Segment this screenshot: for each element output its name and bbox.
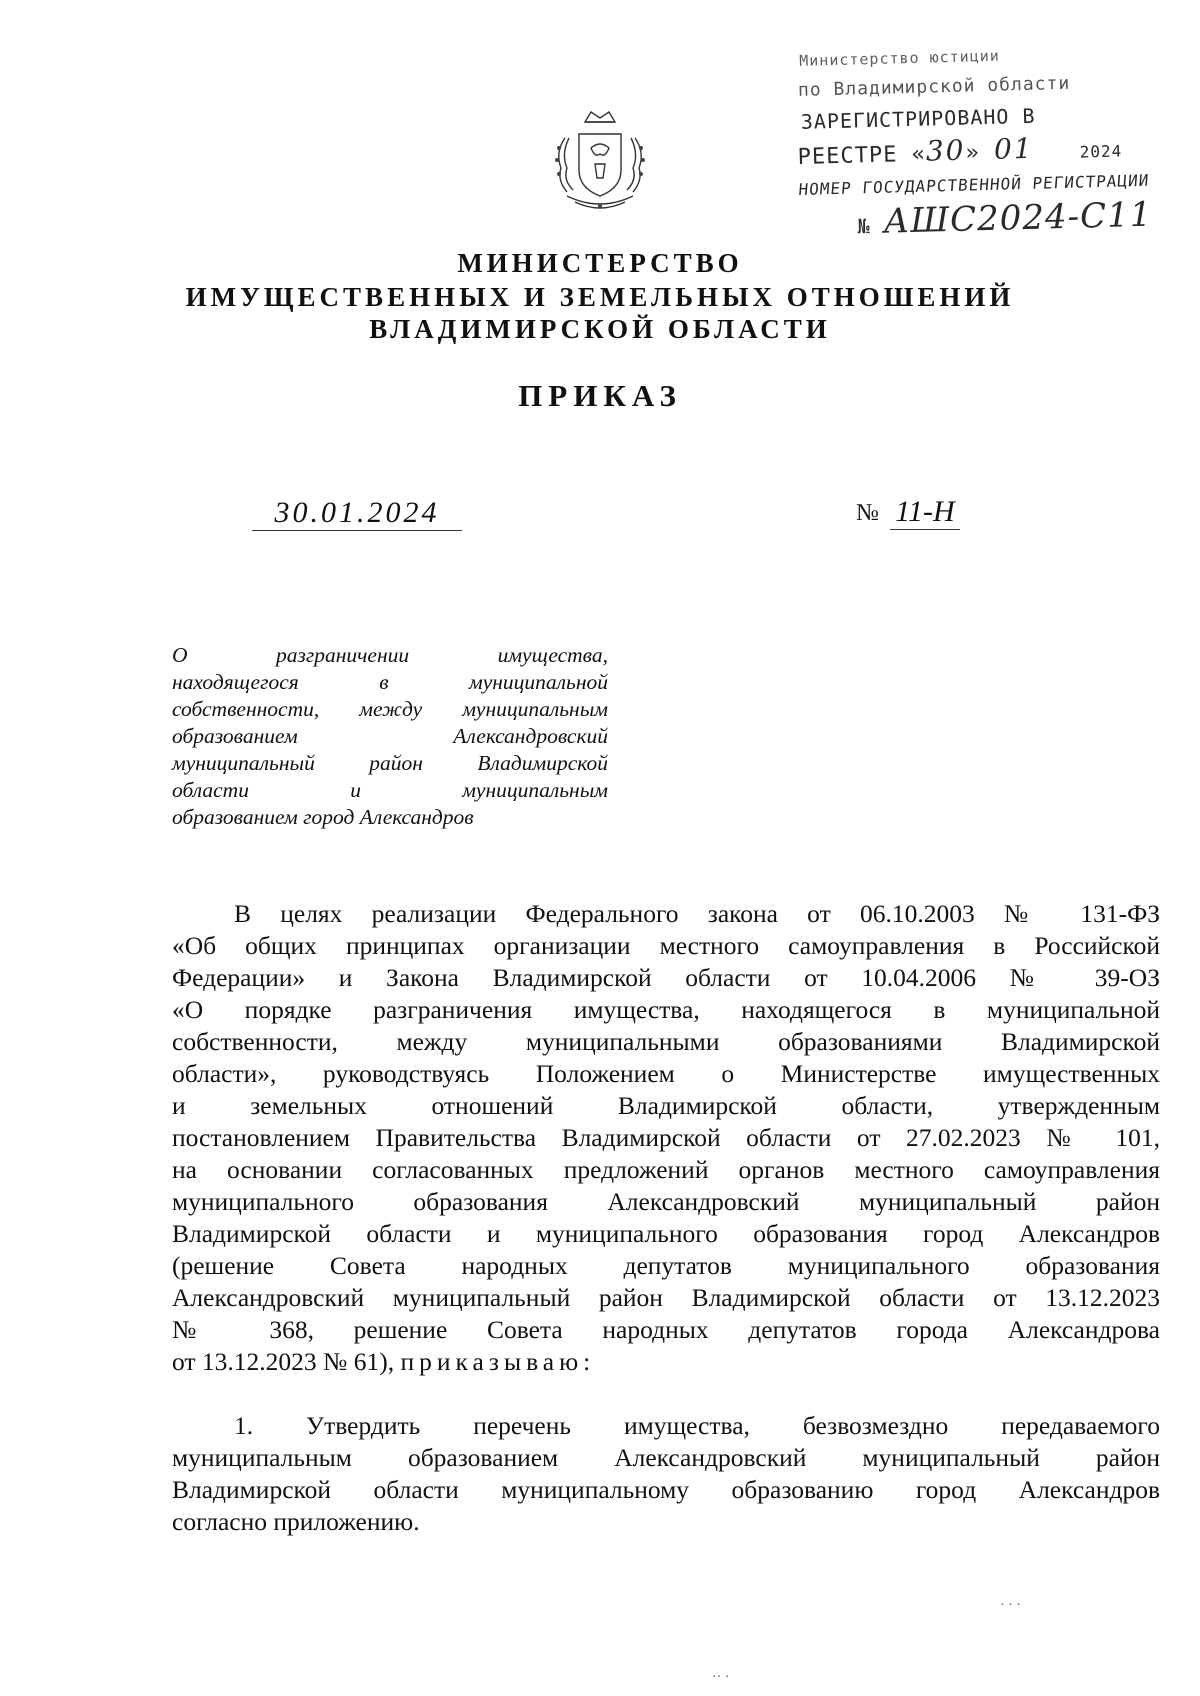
- paragraph-line: Владимирской области муниципальному образованию город Александров: [172, 1475, 1160, 1504]
- order-number-label: №: [856, 500, 879, 526]
- stamp-line-region: по Владимирской области: [797, 72, 1071, 101]
- paragraph-last-line: согласно приложению.: [172, 1507, 420, 1536]
- paragraph-line: Владимирской области и муниципального образования город Александров: [172, 1219, 1160, 1248]
- paragraph-line: В целях реализации Федерального закона от 06.10.2003 № 131-ФЗ: [234, 899, 1160, 928]
- stamp-line-number: [857, 195, 1153, 243]
- stamp-registry-year: 2024: [1079, 141, 1123, 162]
- subject-line: находящегося в муниципальной: [172, 670, 608, 694]
- stamp-line-ministry: Министерство юстиции: [798, 46, 1001, 70]
- order-operative-word: приказываю:: [400, 1347, 596, 1376]
- stamp-registry-prefix: РЕЕСТРЕ «: [797, 141, 927, 170]
- preamble-paragraph: [172, 898, 1160, 1378]
- paragraph-line: муниципальным образованием Александровский муниципальный район: [172, 1443, 1160, 1472]
- stamp-registry-sep: »: [965, 139, 995, 166]
- subject-line: образованием город Александров: [172, 805, 474, 829]
- paragraph-line: № 368, решение Совета народных депутатов города Александрова: [172, 1315, 1160, 1344]
- registration-stamp: [795, 43, 1153, 242]
- stamp-line-number-label: НОМЕР ГОСУДАРСТВЕННОЙ РЕГИСТРАЦИИ: [797, 170, 1151, 199]
- order-date: 30.01.2024: [252, 496, 462, 531]
- paragraph-line: на основании согласованных предложений органов местного самоуправления: [172, 1155, 1160, 1184]
- subject-line: муниципальный район Владимирской: [172, 751, 608, 775]
- scan-speck: · · ·: [1000, 1598, 1021, 1613]
- paragraph-line: Федерации» и Закона Владимирской области от 10.04.2006 № 39-ОЗ: [172, 963, 1160, 992]
- paragraph-last-text: от 13.12.2023 № 61),: [172, 1347, 401, 1376]
- document-type-title: ПРИКАЗ: [518, 378, 682, 413]
- subject-line: собственности, между муниципальным: [172, 697, 608, 721]
- subject-line: О разграничении имущества,: [172, 643, 608, 667]
- paragraph-line: «Об общих принципах организации местного самоуправления в Российской: [172, 931, 1160, 960]
- paragraph-line: постановлением Правительства Владимирской области от 27.02.2023 № 101,: [172, 1123, 1160, 1152]
- paragraph-last-line: [172, 1346, 1160, 1378]
- coat-of-arms-emblem: [545, 108, 655, 216]
- stamp-registry-month: 01: [993, 131, 1035, 166]
- ministry-title-line1: МИНИСТЕРСТВО: [457, 248, 743, 278]
- subject-line: области и муниципальным: [172, 778, 608, 802]
- order-number: 11-Н: [890, 495, 960, 530]
- paragraph-line: и земельных отношений Владимирской области, утвержденным: [172, 1091, 1160, 1120]
- stamp-registry-day: 30: [925, 133, 966, 168]
- paragraph-line: «О порядке разграничения имущества, находящегося в муниципальной: [172, 995, 1160, 1024]
- paragraph-line: области», руководствуясь Положением о Министерстве имущественных: [172, 1059, 1160, 1088]
- paragraph-line: (решение Совета народных депутатов муниципального образования: [172, 1251, 1160, 1280]
- stamp-number-value: АШС2024-С11: [883, 194, 1153, 242]
- order-item-1: [172, 1410, 1160, 1538]
- order-subject: [172, 642, 608, 831]
- ministry-title-line2: ИМУЩЕСТВЕННЫХ И ЗЕМЕЛЬНЫХ ОТНОШЕНИЙ: [185, 282, 1015, 312]
- stamp-number-prefix: №: [857, 213, 884, 239]
- subject-line: образованием Александровский: [172, 724, 608, 748]
- paragraph-line: муниципального образования Александровский муниципальный район: [172, 1187, 1160, 1216]
- stamp-line-registered: ЗАРЕГИСТРИРОВАНО В: [800, 103, 1036, 134]
- paragraph-line: Александровский муниципальный район Владимирской области от 13.12.2023: [172, 1283, 1160, 1312]
- paragraph-line: 1. Утвердить перечень имущества, безвозмездно передаваемого: [234, 1411, 1160, 1440]
- stamp-line-registry-date: [797, 131, 1123, 171]
- paragraph-line: собственности, между муниципальными образованиями Владимирской: [172, 1027, 1160, 1056]
- scan-speck: ·· ·: [712, 1670, 730, 1685]
- ministry-title-line3: ВЛАДИМИРСКОЙ ОБЛАСТИ: [369, 314, 831, 344]
